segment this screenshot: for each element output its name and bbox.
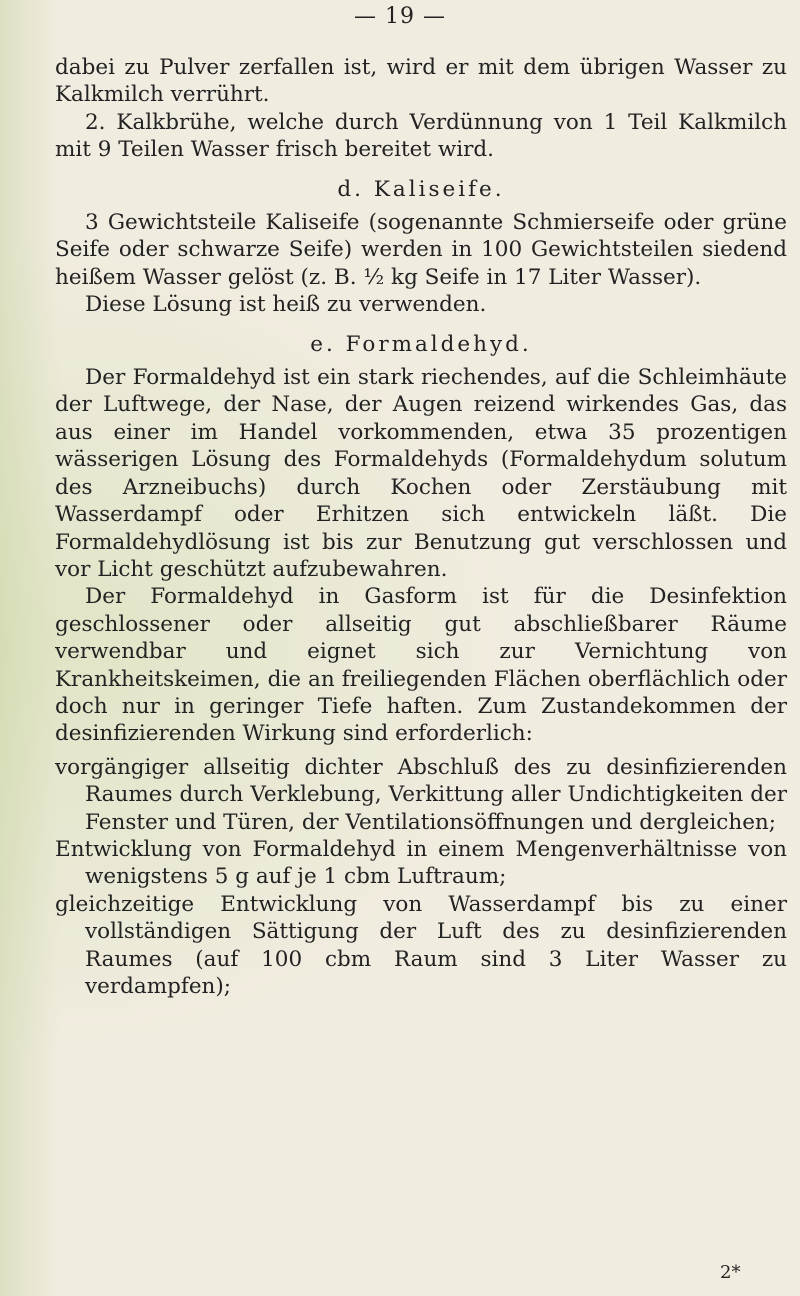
paragraph-formaldehyd-intro: Der Formaldehyd ist ein stark riechendes, auf die Schleimhäute der Luftwege, der Nase, der Augen reizend wirkendes Gas, das aus einer im Handel vorkommenden, etwa 35 prozentigen wässerigen Lösung des Formaldehyds (Formaldehydum solutum des Arzneibuchs) durch Kochen oder Zerstäubung mit Wasserdampf oder Erhitzen sich entwickeln läßt. Die Formaldehydlösung ist bis zur Benutzung gut verschlossen und vor Licht geschützt aufzubewahren. <box>55 365 787 582</box>
requirement-list-item: vorgängiger allseitig dichter Abschluß des zu desinfizierenden Raumes durch Verklebung, Verkittung aller Undichtigkeiten der Fenster und Türen, der Ventilationsöffnungen und dergleichen; <box>55 754 787 835</box>
signature-mark: 2* <box>720 1262 741 1283</box>
requirement-list-item: gleichzeitige Entwicklung von Wasserdampf bis zu einer vollständigen Sättigung der Luft des zu desinfizierenden Raumes (auf 100 cbm Raum sind 3 Liter Wasser zu verdampfen); <box>55 891 787 999</box>
paragraph-formaldehyd-gas: Der Formaldehyd in Gasform ist für die Desinfektion geschlossener oder allseitig gut abschließbarer Räume verwendbar und eignet sich zur Vernichtung von Krankheitskeimen, die an freiliegenden Flächen oberflächlich oder doch nur in geringer Tiefe haften. Zum Zustandekommen der desinfizierenden Wirkung sind erforderlich: <box>55 584 787 747</box>
requirement-list-item: Entwicklung von Formaldehyd in einem Mengenverhältnisse von wenigstens 5 g auf je 1 cbm Luftraum; <box>55 836 787 890</box>
page-number: — 19 — <box>354 4 446 29</box>
paragraph-kalkbruehe: 2. Kalkbrühe, welche durch Verdünnung von 1 Teil Kalkmilch mit 9 Teilen Wasser frisch bereitet wird. <box>55 109 787 163</box>
section-heading-kaliseife: d. Kaliseife. <box>337 176 505 202</box>
page-body <box>55 54 787 1000</box>
paragraph-kaliseife-usage: Diese Lösung ist heiß zu verwenden. <box>85 292 487 318</box>
paragraph-kaliseife: 3 Gewichtsteile Kaliseife (sogenannte Schmierseife oder grüne Seife oder schwarze Seife) werden in 100 Gewichtsteilen siedend heißem Wasser gelöst (z. B. ½ kg Seife in 17 Liter Wasser). <box>55 210 787 290</box>
section-heading-formaldehyd: e. Formaldehyd. <box>310 331 532 357</box>
paragraph-kalkmilch-end: dabei zu Pulver zerfallen ist, wird er mit dem übrigen Wasser zu Kalkmilch verrührt. <box>55 55 787 108</box>
